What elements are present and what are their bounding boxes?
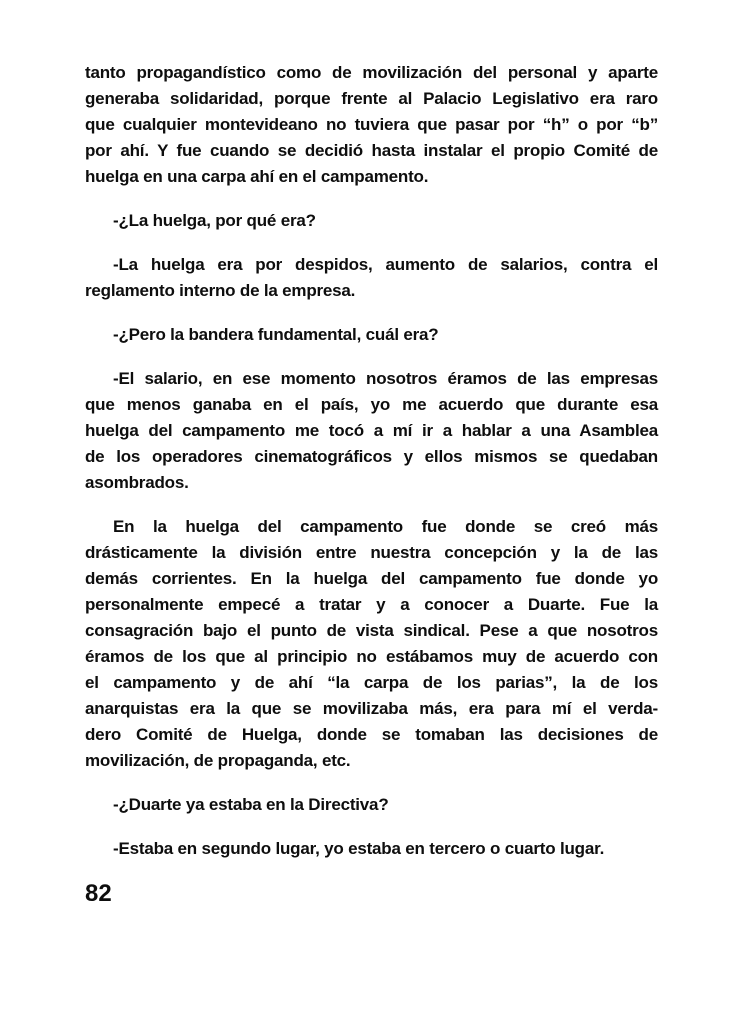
text-line: -¿Pero la bandera fundamental, cuál era? <box>113 325 439 344</box>
paragraph-6 <box>85 514 658 774</box>
paragraph-4 <box>85 322 658 348</box>
text-line: demás corrientes. En la huelga del campamento fue donde yo <box>85 569 658 588</box>
text-line: de los operadores cinematográficos y ellos mismos se quedaban <box>85 447 658 466</box>
paragraph-7 <box>85 792 658 818</box>
text-line: En la huelga del campamento fue donde se creó más <box>113 517 658 536</box>
text-line: generaba solidaridad, porque frente al Palacio Legislativo era raro <box>85 89 658 108</box>
text-line: drásticamente la división entre nuestra concepción y la de las <box>85 543 658 562</box>
text-line: huelga en una carpa ahí en el campamento. <box>85 167 429 186</box>
text-line: -El salario, en ese momento nosotros éramos de las empresas <box>113 369 658 388</box>
text-line: personalmente empecé a tratar y a conocer a Duarte. Fue la <box>85 595 658 614</box>
paragraph-3 <box>85 252 658 304</box>
paragraph-2 <box>85 208 658 234</box>
text-line: el campamento y de ahí “la carpa de los parias”, la de los <box>85 673 658 692</box>
text-line: -Estaba en segundo lugar, yo estaba en tercero o cuarto lugar. <box>113 839 605 858</box>
text-line: éramos de los que al principio no estábamos muy de acuerdo con <box>85 647 658 666</box>
text-line: dero Comité de Huelga, donde se tomaban las decisiones de <box>85 725 658 744</box>
page-text-block <box>85 60 658 880</box>
text-line: consagración bajo el punto de vista sindical. Pese a que nosotros <box>85 621 658 640</box>
text-line: anarquistas era la que se movilizaba más, era para mí el verda- <box>85 699 658 718</box>
text-line: movilización, de propaganda, etc. <box>85 751 351 770</box>
text-line: huelga del campamento me tocó a mí ir a hablar a una Asamblea <box>85 421 658 440</box>
paragraph-5 <box>85 366 658 496</box>
text-line: que menos ganaba en el país, yo me acuerdo que durante esa <box>85 395 658 414</box>
text-line: que cualquier montevideano no tuviera que pasar por “h” o por “b” <box>85 115 658 134</box>
text-line: reglamento interno de la empresa. <box>85 281 356 300</box>
text-line: -¿Duarte ya estaba en la Directiva? <box>113 795 389 814</box>
text-line: tanto propagandístico como de movilización del personal y aparte <box>85 63 658 82</box>
text-line: -¿La huelga, por qué era? <box>113 211 316 230</box>
text-line: asombrados. <box>85 473 189 492</box>
text-line: -La huelga era por despidos, aumento de salarios, contra el <box>113 255 658 274</box>
paragraph-1 <box>85 60 658 190</box>
text-line: por ahí. Y fue cuando se decidió hasta instalar el propio Comité de <box>85 141 658 160</box>
page-number: 82 <box>85 880 112 907</box>
paragraph-8 <box>85 836 658 862</box>
